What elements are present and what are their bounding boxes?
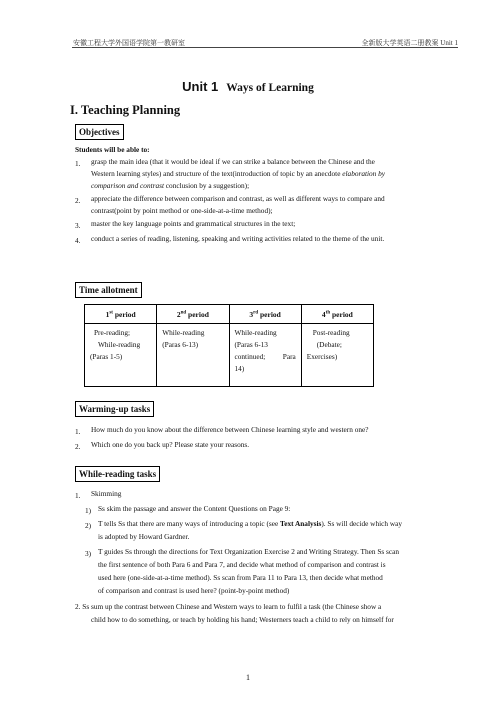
warming-item-2: Which one do you back up? Please state your reasons. [91,440,250,449]
table-row [85,324,374,387]
skimming-num: 1. [75,491,81,500]
header-right: 全新版大学英语二册教案 Unit 1 [361,39,458,47]
item2-line2: child how to do something, or teach by holding his hand; Westerners teach a child to rely on himself for [91,615,394,624]
objective-num-4: 4. [75,236,81,245]
sub-2-line2: is adopted by Howard Gardner. [98,532,190,541]
table-cell: While-reading (Paras 6-13 continued; Para 14) [229,324,301,387]
while-reading-label: While-reading tasks [75,466,160,482]
objective-1-line3 [91,180,249,193]
table-cell: Post-reading (Debate; Exercises) [301,324,373,387]
sub-2-line1: T tells Ss that there are many ways of introducing a topic (see Text Analysis). Ss will decide which way [98,519,402,528]
time-allotment-label: Time allotment [75,282,142,298]
objective-1-line2 [91,168,385,181]
page-number: 1 [246,673,250,682]
sub-3-line1: T guides Ss through the directions for Text Organization Exercise 2 and Writing Strategy. Then Ss scan [98,547,400,556]
table-cell: While-reading (Paras 6-13) [157,324,229,387]
sub-num-2: 2) [85,521,92,530]
sub-num-3: 3) [85,549,92,558]
sub-3-line4: of comparison and contrast is used here? (point-by-point method) [98,586,290,595]
objectives-label: Objectives [75,124,124,140]
objective-1-line2-text: Western learning styles) and structure of the text(introduction of topic by an anecdote [91,169,343,178]
item2-line1: 2. Ss sum up the contrast between Chinese and Western ways to learn to fulfil a task (the Chinese show a [75,602,382,611]
table-header-cell: 3rd period [229,305,301,324]
sub-num-1: 1) [85,506,92,515]
text-analysis-ref: Text Analysis [280,519,322,528]
table-header-row [85,305,374,324]
objective-num-3: 3. [75,221,81,230]
table-header-cell: 4th period [301,305,373,324]
page-title [0,78,496,96]
warming-num-2: 2. [75,442,81,451]
table-cell: Pre-reading; While-reading (Paras 1-5) [85,324,157,387]
header-divider [72,47,458,48]
objective-1-line3-italic: comparison and contrast [91,181,164,190]
objective-num-2: 2. [75,196,81,205]
unit-number: Unit 1 [182,79,219,94]
objective-2-line2: contrast(point by point method or one-side-at-a-time method); [91,206,273,215]
warming-item-1: How much do you know about the difference between Chinese learning style and western one? [91,425,369,434]
skimming-heading: Skimming [91,489,122,498]
warming-up-label: Warming-up tasks [75,401,154,417]
objective-2-line1: appreciate the difference between comparison and contrast, as well as different ways to compare and [91,194,385,203]
time-allotment-table [84,304,374,387]
sub-3-line3: used here (one-side-at-a-time method). Ss scan from Para 11 to Para 13, then decide what method [98,573,383,582]
unit-name: Ways of Learning [226,82,314,94]
section-heading: I. Teaching Planning [70,103,181,117]
sub-3-line2: the first sentence of both Para 6 and Para 7, and decide what method of comparison and contrast is [98,560,386,569]
warming-num-1: 1. [75,427,81,436]
objective-3-line1: master the key language points and grammatical structures in the text; [91,219,296,228]
objective-4-line1: conduct a series of reading, listening, speaking and writing activities related to the theme of the unit. [91,234,385,243]
objective-1-line3-text: conclusion by a suggestion); [163,181,250,190]
table-header-cell: 2nd period [157,305,229,324]
header-left: 安徽工程大学外国语学院第一教研室 [73,39,185,47]
objective-1-line1: grasp the main idea (that it would be ideal if we can strike a balance between the Chinese and the [91,157,375,166]
table-header-cell: 1st period [85,305,157,324]
objectives-intro: Students will be able to: [75,145,150,154]
objective-num-1: 1. [75,159,81,168]
sub-1-line1: Ss skim the passage and answer the Content Questions on Page 9: [98,504,291,513]
objective-1-line2-italic: elaboration by [342,169,386,178]
